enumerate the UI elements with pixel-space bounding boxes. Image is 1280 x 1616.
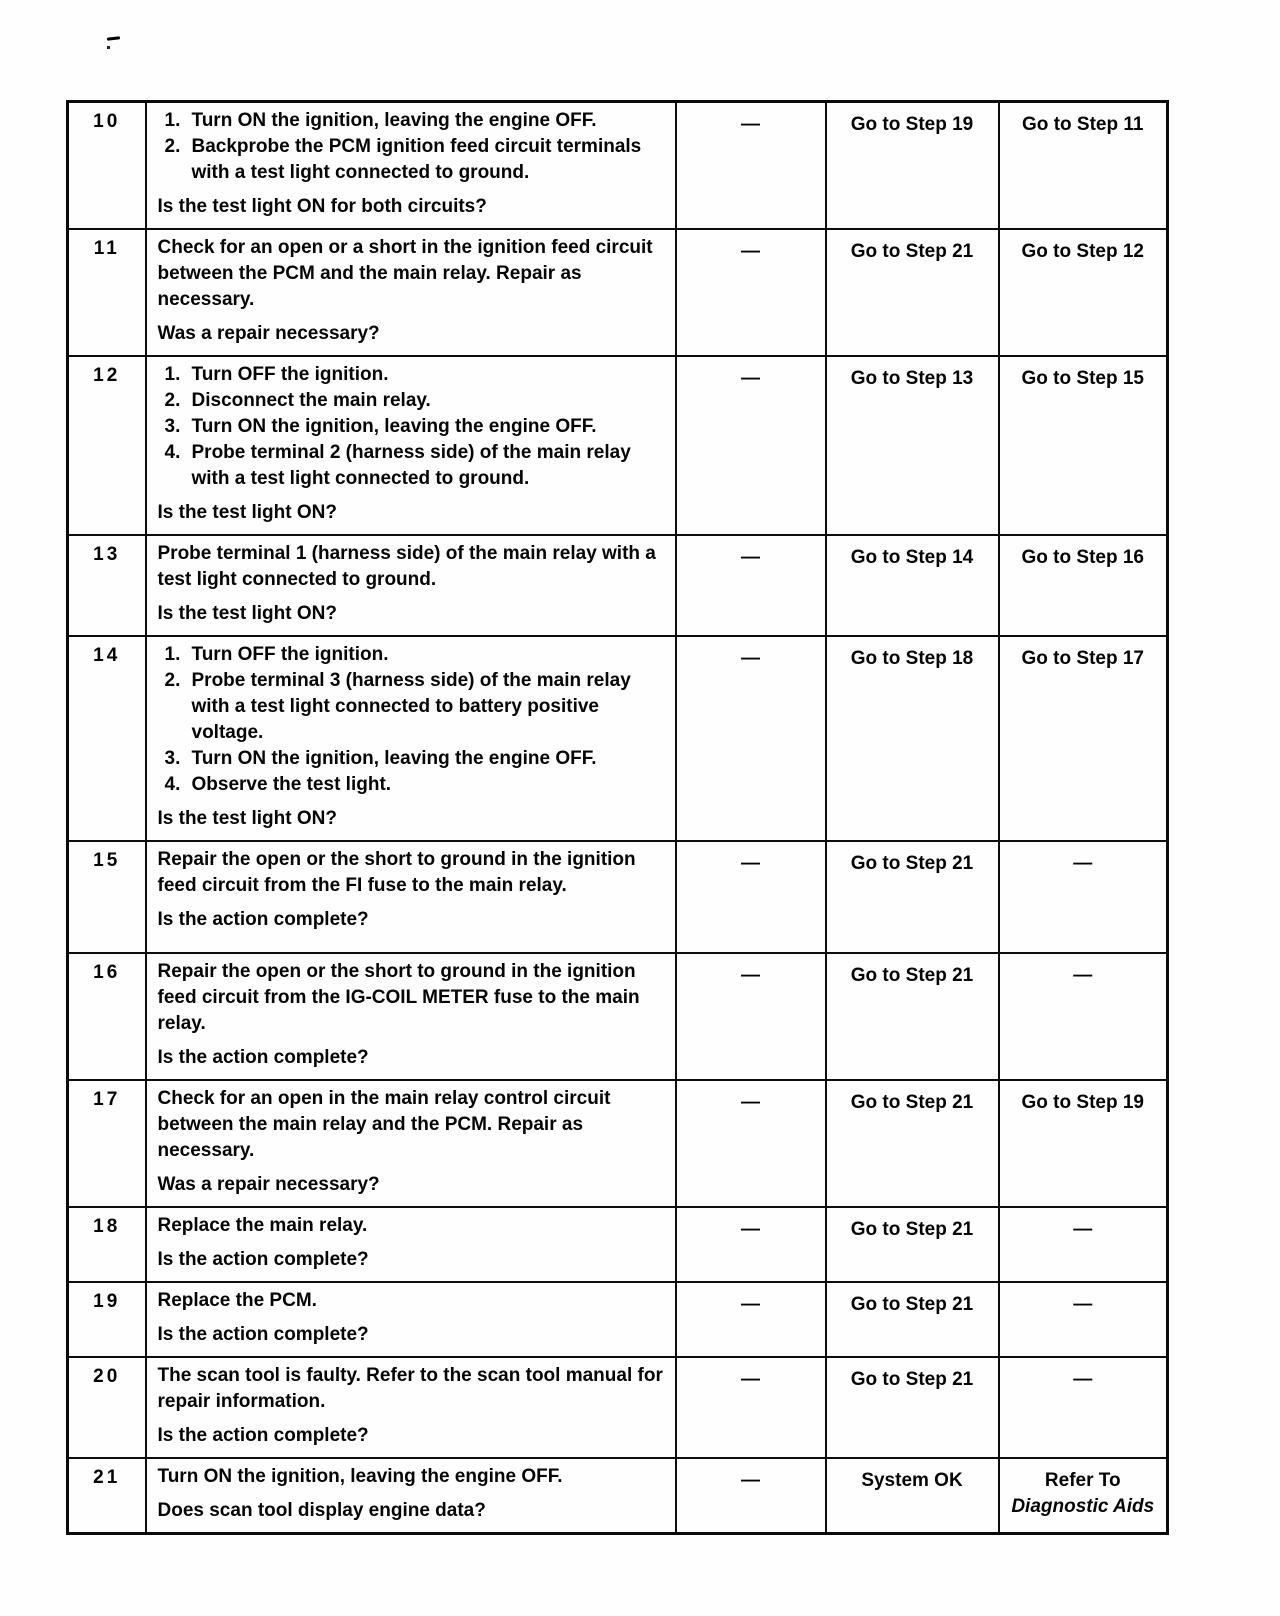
action-line: Repair the open or the short to ground in the ignition feed circuit from the FI fuse to the main relay. [157,849,636,896]
table-row [68,1357,1168,1458]
action-lines [158,642,667,798]
action-cell [146,636,676,841]
table-row [68,229,1168,356]
yes-text: Go to Step 21 [850,853,974,874]
action-text: Turn ON the ignition, leaving the engine OFF. [191,748,597,769]
step-number-cell [68,1207,146,1282]
diagnostic-steps-table [66,100,1169,1535]
question-text: Is the test light ON? [157,808,337,829]
yes-text: Go to Step 13 [850,368,974,389]
no-cell: Go to Step 16 [999,535,1168,636]
question-text: Is the test light ON for both circuits? [157,196,487,217]
value-dash: — [741,368,760,389]
yes-text: Go to Step 21 [850,241,974,262]
value-cell [676,356,826,535]
action-cell [146,841,676,953]
yes-text: Go to Step 18 [850,648,974,669]
step-number-cell [68,953,146,1080]
table-row [68,535,1168,636]
step-number-cell [68,841,146,953]
action-line: Turn ON the ignition, leaving the engine OFF. [157,1466,563,1487]
action-cell [146,102,676,230]
no-text-line1: Refer To [1044,1470,1121,1491]
table-row [68,841,1168,953]
action-cell [146,1357,676,1458]
table-row [68,636,1168,841]
value-dash: — [741,1369,760,1390]
step-number-cell [68,1357,146,1458]
step-number: 17 [93,1089,121,1110]
yes-cell [826,636,999,841]
action-text: Turn ON the ignition, leaving the engine OFF. [191,416,597,437]
action-number: 3. [164,748,181,769]
step-number-cell [68,102,146,230]
yes-cell [826,535,999,636]
value-dash: — [741,1294,760,1315]
action-number: 2. [164,390,181,411]
action-line [158,440,667,492]
action-line [158,642,667,668]
action-lines [158,1363,667,1415]
step-number-cell [68,229,146,356]
value-cell [676,1458,826,1534]
yes-text: Go to Step 19 [850,114,974,135]
action-text: Probe terminal 2 (harness side) of the main relay with a test light connected to ground. [191,442,631,489]
value-cell [676,841,826,953]
yes-cell [826,1458,999,1534]
action-number: 2. [164,670,181,691]
action-lines [158,1213,667,1239]
yes-text: Go to Step 21 [850,1219,974,1240]
step-number: 16 [93,962,121,983]
yes-text: Go to Step 21 [850,965,974,986]
action-line [158,772,667,798]
value-cell [676,535,826,636]
value-dash: — [741,965,760,986]
value-cell [676,636,826,841]
action-text: Disconnect the main relay. [191,390,431,411]
step-number: 19 [93,1291,121,1312]
yes-cell [826,1080,999,1207]
no-cell: Go to Step 12 [999,229,1168,356]
no-cell: Go to Step 15 [999,356,1168,535]
action-lines [158,1086,667,1164]
action-number: 4. [164,442,181,463]
value-dash: — [741,114,760,135]
action-cell [146,1458,676,1534]
value-cell [676,1357,826,1458]
question-text: Was a repair necessary? [157,1174,380,1195]
table-row [68,1282,1168,1357]
action-lines [158,847,667,899]
value-dash: — [741,241,760,262]
step-number: 20 [93,1366,121,1387]
action-number: 1. [164,364,181,385]
step-number: 18 [93,1216,121,1237]
step-number: 11 [93,238,120,259]
action-lines [158,959,667,1037]
action-lines [158,362,667,492]
table-row [68,102,1168,230]
action-line: Replace the PCM. [157,1290,317,1311]
step-number: 10 [93,111,121,132]
pen-mark-icon [107,36,120,41]
yes-cell [826,953,999,1080]
no-cell [999,1458,1168,1534]
no-cell: — [999,1207,1168,1282]
yes-text: Go to Step 21 [850,1369,974,1390]
action-line: Check for an open in the main relay control circuit between the main relay and the PCM. Repair as necessary. [157,1088,611,1161]
step-number-cell [68,356,146,535]
step-number: 15 [93,850,121,871]
table-row [68,1458,1168,1534]
step-number-cell [68,535,146,636]
value-dash: — [741,1219,760,1240]
table-row [68,356,1168,535]
action-line [158,362,667,388]
table-row [68,953,1168,1080]
action-line: Repair the open or the short to ground in the ignition feed circuit from the IG-COIL METER fuse to the main relay. [157,961,640,1034]
value-cell [676,102,826,230]
action-cell [146,356,676,535]
action-lines [158,1288,667,1314]
yes-cell [826,356,999,535]
value-dash: — [741,853,760,874]
action-line [158,414,667,440]
action-line: Replace the main relay. [157,1215,368,1236]
action-text: Turn OFF the ignition. [191,644,389,665]
step-number: 13 [93,544,121,565]
action-number: 3. [164,416,181,437]
action-number: 1. [164,110,181,131]
table-row [68,1080,1168,1207]
question-text: Was a repair necessary? [157,323,380,344]
action-text: Backprobe the PCM ignition feed circuit terminals with a test light connected to ground. [191,136,642,183]
question-text: Is the action complete? [157,1249,369,1270]
step-number: 21 [93,1467,121,1488]
yes-cell [826,1282,999,1357]
value-cell [676,1207,826,1282]
question-text: Is the action complete? [157,909,369,930]
action-cell [146,229,676,356]
yes-text: Go to Step 14 [850,547,974,568]
pen-dot-icon [107,46,110,49]
no-cell: Go to Step 11 [999,102,1168,230]
no-cell: Go to Step 19 [999,1080,1168,1207]
action-number: 1. [164,644,181,665]
action-number: 2. [164,136,181,157]
no-cell: Go to Step 17 [999,636,1168,841]
action-text: Probe terminal 3 (harness side) of the main relay with a test light connected to battery positive voltage. [191,670,631,743]
action-line: The scan tool is faulty. Refer to the scan tool manual for repair information. [157,1365,663,1412]
yes-cell [826,1357,999,1458]
yes-cell [826,841,999,953]
step-number: 12 [93,365,121,386]
action-line: Check for an open or a short in the ignition feed circuit between the PCM and the main relay. Repair as necessary. [157,237,653,310]
step-number-cell [68,1458,146,1534]
step-number-cell [68,636,146,841]
value-dash: — [741,547,760,568]
action-line: Probe terminal 1 (harness side) of the main relay with a test light connected to ground. [157,543,656,590]
question-text: Is the action complete? [157,1425,369,1446]
action-lines [158,1464,667,1490]
question-text: Is the test light ON? [157,502,337,523]
table-row [68,1207,1168,1282]
action-cell [146,953,676,1080]
value-dash: — [741,1092,760,1113]
value-cell [676,229,826,356]
value-cell [676,1080,826,1207]
action-cell [146,535,676,636]
value-dash: — [741,648,760,669]
action-line [158,108,667,134]
no-text-line2: Diagnostic Aids [1011,1496,1155,1517]
value-cell [676,953,826,1080]
value-dash: — [741,1470,760,1491]
yes-text: Go to Step 21 [850,1092,974,1113]
yes-cell [826,102,999,230]
value-cell [676,1282,826,1357]
no-cell: — [999,1282,1168,1357]
action-line [158,668,667,746]
action-number: 4. [164,774,181,795]
action-cell [146,1080,676,1207]
no-cell: — [999,841,1168,953]
action-cell [146,1282,676,1357]
action-lines [158,235,667,313]
yes-cell [826,1207,999,1282]
step-number-cell [68,1282,146,1357]
action-lines [158,541,667,593]
action-line [158,388,667,414]
action-text: Observe the test light. [191,774,392,795]
action-text: Turn ON the ignition, leaving the engine OFF. [191,110,597,131]
step-number-cell [68,1080,146,1207]
action-line [158,746,667,772]
step-number: 14 [93,645,121,666]
action-text: Turn OFF the ignition. [191,364,389,385]
no-cell: — [999,953,1168,1080]
action-line [158,134,667,186]
yes-cell [826,229,999,356]
yes-text: Go to Step 21 [850,1294,974,1315]
question-text: Does scan tool display engine data? [157,1500,486,1521]
action-lines [158,108,667,186]
question-text: Is the action complete? [157,1324,369,1345]
action-cell [146,1207,676,1282]
yes-text: System OK [861,1470,963,1491]
question-text: Is the action complete? [157,1047,369,1068]
question-text: Is the test light ON? [157,603,337,624]
no-cell: — [999,1357,1168,1458]
